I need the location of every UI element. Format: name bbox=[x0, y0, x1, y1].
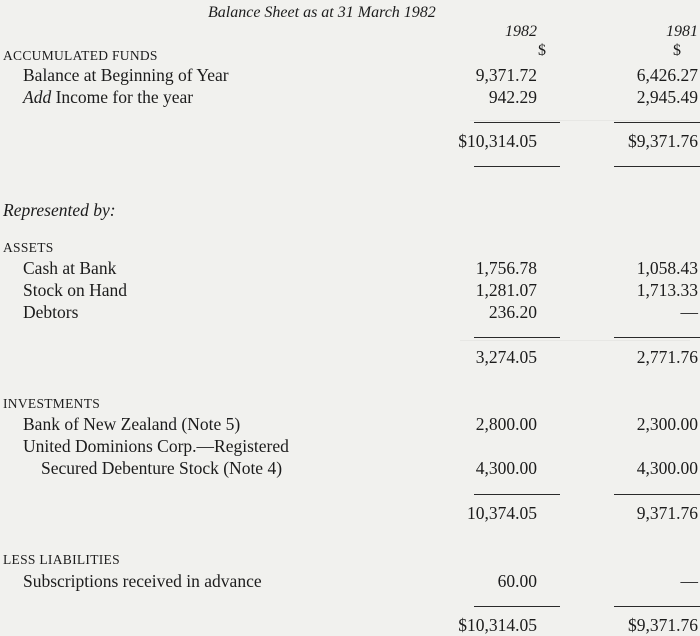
cash-at-bank-1981: 1,058.43 bbox=[636, 258, 698, 278]
page-title: Balance Sheet as at 31 March 1982 bbox=[208, 4, 436, 21]
cash-at-bank-label: Cash at Bank bbox=[23, 258, 117, 278]
column-header-1981: 1981 bbox=[666, 23, 698, 40]
debtors-1982: 236.20 bbox=[488, 302, 537, 322]
balance-beginning-1981: 6,426.27 bbox=[636, 65, 698, 85]
subscriptions-label: Subscriptions received in advance bbox=[23, 571, 262, 591]
assets-heading: ASSETS bbox=[3, 240, 54, 255]
column-header-1982: 1982 bbox=[505, 23, 537, 40]
net-total-1982: $10,314.05 bbox=[458, 615, 537, 635]
investments-heading: INVESTMENTS bbox=[3, 396, 101, 411]
accumulated-total-1981: $9,371.76 bbox=[628, 131, 698, 151]
income-1982: 942.29 bbox=[488, 87, 537, 107]
net-total-1981: $9,371.76 bbox=[628, 615, 698, 635]
income-prefix: Add bbox=[23, 87, 52, 107]
udc-1981: 4,300.00 bbox=[636, 458, 698, 478]
bnz-1982: 2,800.00 bbox=[475, 414, 537, 434]
income-1981: 2,945.49 bbox=[636, 87, 698, 107]
currency-symbol-1981: $ bbox=[673, 42, 681, 59]
investments-total-1981: 9,371.76 bbox=[636, 503, 698, 523]
balance-beginning-label: Balance at Beginning of Year bbox=[23, 65, 229, 85]
rule bbox=[614, 122, 700, 123]
represented-by-label: Represented by: bbox=[3, 200, 116, 220]
udc-label-line1: United Dominions Corp.—Registered bbox=[23, 436, 289, 456]
stock-on-hand-1982: 1,281.07 bbox=[475, 280, 537, 300]
rule bbox=[474, 166, 560, 167]
income-text: Income for the year bbox=[51, 87, 194, 107]
income-label bbox=[23, 89, 193, 107]
stock-on-hand-label: Stock on Hand bbox=[23, 280, 128, 300]
stock-on-hand-1981: 1,713.33 bbox=[636, 280, 698, 300]
cash-at-bank-1982: 1,756.78 bbox=[475, 258, 537, 278]
subscriptions-1981: — bbox=[680, 571, 698, 591]
subscriptions-1982: 60.00 bbox=[497, 571, 537, 591]
liabilities-heading: LESS LIABILITIES bbox=[3, 552, 120, 567]
udc-label-line2: Secured Debenture Stock (Note 4) bbox=[41, 458, 283, 478]
bnz-label: Bank of New Zealand (Note 5) bbox=[23, 414, 241, 434]
accumulated-funds-heading: ACCUMULATED FUNDS bbox=[3, 48, 158, 63]
show-through-line bbox=[460, 340, 690, 341]
currency-symbol-1982: $ bbox=[538, 42, 546, 59]
rule bbox=[614, 494, 700, 495]
assets-total-1982: 3,274.05 bbox=[475, 347, 537, 367]
bnz-1981: 2,300.00 bbox=[636, 414, 698, 434]
rule bbox=[474, 337, 560, 338]
udc-1982: 4,300.00 bbox=[475, 458, 537, 478]
debtors-label: Debtors bbox=[23, 302, 79, 322]
debtors-1981: — bbox=[680, 302, 698, 322]
rule bbox=[614, 166, 700, 167]
rule bbox=[614, 606, 700, 607]
investments-total-1982: 10,374.05 bbox=[467, 503, 537, 523]
rule bbox=[474, 122, 560, 123]
rule bbox=[474, 494, 560, 495]
balance-beginning-1982: 9,371.72 bbox=[475, 65, 537, 85]
rule bbox=[474, 606, 560, 607]
show-through-line bbox=[470, 120, 690, 121]
assets-total-1981: 2,771.76 bbox=[636, 347, 698, 367]
rule bbox=[614, 337, 700, 338]
accumulated-total-1982: $10,314.05 bbox=[458, 131, 537, 151]
